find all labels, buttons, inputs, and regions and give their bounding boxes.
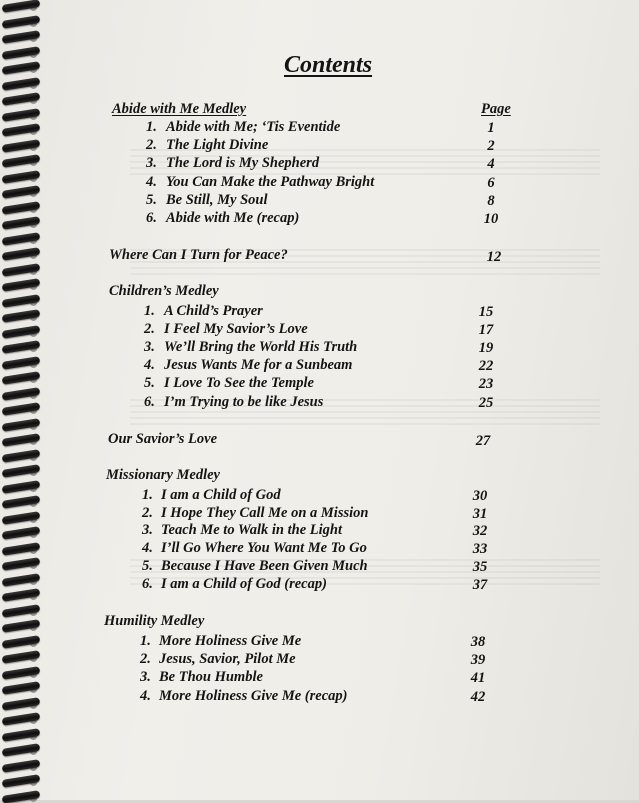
entry-number: 3.: [144, 339, 155, 355]
binding-coil: [2, 526, 41, 540]
entry-title: Be Thou Humble: [159, 669, 263, 685]
entry-page-number: 19: [478, 340, 494, 356]
entry-title: I am a Child of God (recap): [161, 576, 327, 592]
binding-coil: [2, 464, 41, 478]
entry-title: Abide with Me; ‘Tis Eventide: [166, 119, 341, 135]
entry-page-number: 6: [487, 175, 495, 191]
entry-number: 4.: [142, 540, 153, 556]
entry-page-number: 37: [472, 577, 488, 593]
entry-title: Jesus, Savior, Pilot Me: [159, 651, 296, 667]
entry-number: 6.: [146, 210, 157, 226]
binding-coil: [2, 495, 41, 509]
entry-page-number: 25: [478, 395, 494, 411]
entry-number: 3.: [146, 155, 157, 171]
entry-title: I Hope They Call Me on a Mission: [161, 505, 369, 521]
entry-number: 3.: [142, 522, 153, 538]
binding-coil: [2, 681, 41, 695]
entry-title: I am a Child of God: [161, 487, 281, 503]
entry-number: 4.: [144, 357, 155, 373]
entry-number: 4.: [146, 174, 157, 190]
entry-number: 5.: [144, 375, 155, 391]
entry-page-number: 4: [487, 156, 495, 172]
binding-coil: [2, 371, 41, 385]
binding-coil: [2, 433, 41, 447]
entry-page-number: 42: [470, 689, 486, 705]
page-column-header: Page: [481, 101, 511, 117]
entry-title: Abide with Me (recap): [166, 210, 300, 226]
binding-coil: [2, 247, 41, 261]
entry-number: 1.: [146, 119, 157, 135]
binding-coil: [2, 402, 41, 416]
spiral-binding: [0, 0, 44, 800]
entry-number: 2.: [144, 321, 155, 337]
entry-page-number: 35: [472, 559, 488, 575]
section-heading: Missionary Medley: [106, 467, 220, 483]
entry-page-number: 8: [487, 193, 495, 209]
entry-title: Teach Me to Walk in the Light: [161, 522, 343, 538]
entry-title: You Can Make the Pathway Bright: [166, 174, 375, 190]
section-heading: Where Can I Turn for Peace?: [109, 247, 288, 263]
section-page-number: 12: [486, 249, 502, 265]
entry-page-number: 38: [470, 634, 486, 650]
section-heading: Children’s Medley: [109, 283, 219, 299]
entry-title: The Light Divine: [166, 137, 269, 153]
entry-number: 1.: [140, 633, 151, 649]
entry-title: More Holiness Give Me: [159, 633, 302, 649]
entry-page-number: 32: [472, 523, 488, 539]
entry-title: Be Still, My Soul: [166, 192, 268, 208]
binding-coil: [2, 650, 41, 664]
page-title: Contents: [284, 52, 373, 78]
entry-page-number: 10: [483, 211, 499, 227]
entry-title: We’ll Bring the World His Truth: [164, 339, 358, 355]
entry-title: Because I Have Been Given Much: [161, 558, 368, 574]
binding-coil: [2, 588, 41, 602]
entry-number: 2.: [140, 651, 151, 667]
entry-page-number: 33: [472, 541, 488, 557]
entry-number: 1.: [142, 487, 153, 503]
binding-coil: [2, 61, 41, 75]
binding-coil: [2, 712, 41, 726]
entry-number: 2.: [142, 505, 153, 521]
section-heading: Humility Medley: [104, 613, 205, 629]
entry-title: I’m Trying to be like Jesus: [164, 394, 324, 410]
binding-coil: [2, 340, 41, 354]
entry-number: 5.: [142, 558, 153, 574]
entry-title: The Lord is My Shepherd: [166, 155, 320, 171]
binding-coil: [2, 30, 41, 44]
binding-coil: [2, 557, 41, 571]
entry-number: 1.: [144, 303, 155, 319]
entry-page-number: 17: [478, 322, 494, 338]
entry-number: 3.: [140, 669, 151, 685]
entry-page-number: 31: [472, 506, 488, 522]
entry-page-number: 23: [478, 376, 494, 392]
entry-title: I Feel My Savior’s Love: [164, 321, 308, 337]
entry-page-number: 15: [478, 304, 494, 320]
entry-page-number: 39: [470, 652, 486, 668]
entry-page-number: 2: [487, 138, 495, 154]
entry-number: 6.: [144, 394, 155, 410]
entry-number: 5.: [146, 192, 157, 208]
entry-page-number: 22: [478, 358, 494, 374]
entry-title: Jesus Wants Me for a Sunbeam: [164, 357, 353, 373]
binding-coil: [2, 743, 41, 757]
entry-page-number: 1: [487, 120, 495, 136]
binding-coil: [2, 0, 41, 13]
binding-coil: [2, 123, 41, 137]
section-heading: Abide with Me Medley: [112, 101, 247, 117]
entry-title: More Holiness Give Me (recap): [159, 688, 348, 704]
entry-page-number: 41: [470, 670, 486, 686]
binding-coil: [2, 619, 41, 633]
binding-coil: [2, 185, 41, 199]
entry-number: 2.: [146, 137, 157, 153]
entry-page-number: 30: [472, 488, 488, 504]
section-page-number: 27: [475, 433, 491, 449]
binding-coil: [2, 278, 41, 292]
entry-number: 6.: [142, 576, 153, 592]
binding-coil: [2, 92, 41, 106]
binding-coil: [2, 309, 41, 323]
binding-coil: [2, 216, 41, 230]
entry-title: I Love To See the Temple: [164, 375, 314, 391]
entry-number: 4.: [140, 688, 151, 704]
entry-title: A Child’s Prayer: [164, 303, 263, 319]
section-heading: Our Savior’s Love: [108, 431, 218, 447]
binding-coil: [2, 154, 41, 168]
entry-title: I’ll Go Where You Want Me To Go: [161, 540, 367, 556]
binding-coil: [2, 774, 41, 788]
